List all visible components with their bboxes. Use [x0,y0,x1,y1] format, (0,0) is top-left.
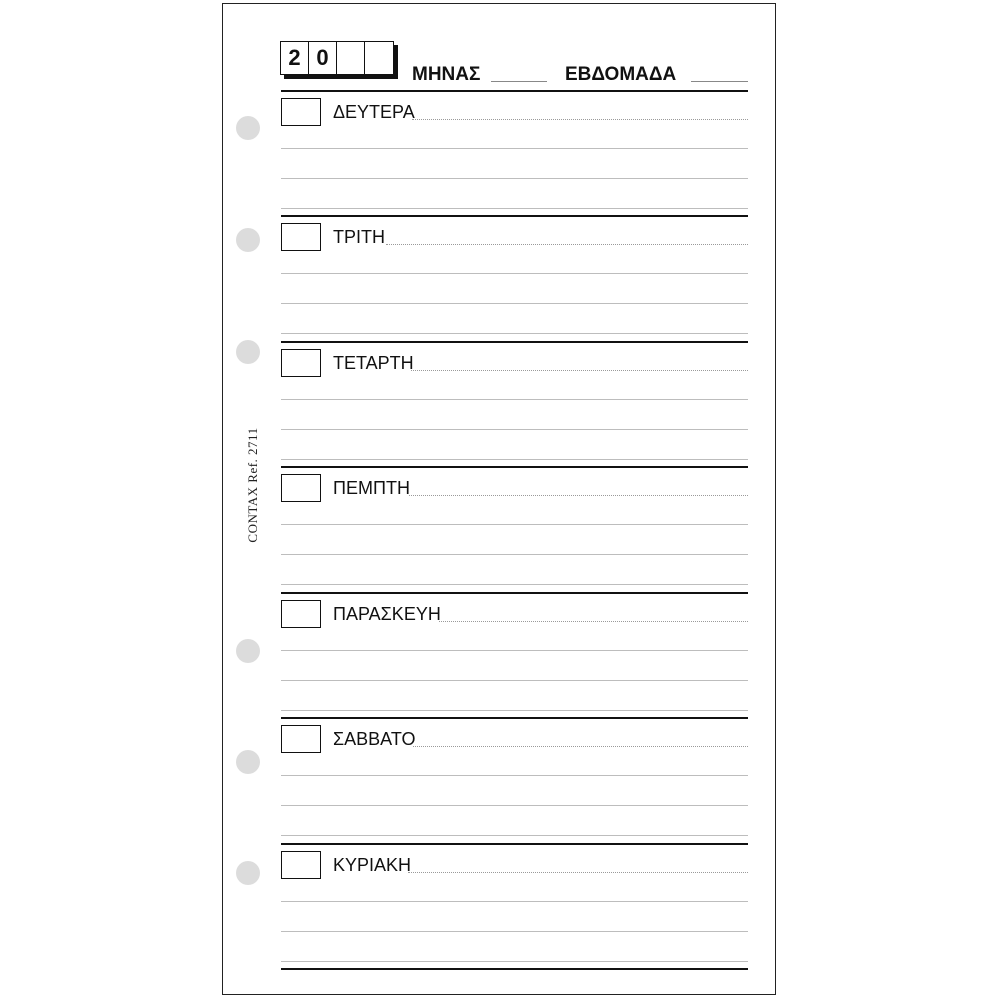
write-line[interactable] [281,710,748,711]
month-write-line[interactable] [491,81,547,82]
month-label: ΜΗΝΑΣ [412,64,481,85]
write-line[interactable] [281,650,748,651]
punch-hole [236,228,260,252]
year-digit-3[interactable] [337,42,365,74]
write-line[interactable] [281,429,748,430]
punch-hole [236,750,260,774]
write-line[interactable] [281,805,748,806]
day-checkbox[interactable] [281,725,321,753]
day-separator [281,341,748,343]
write-line[interactable] [412,119,748,120]
week-label: ΕΒΔΟΜΑΔΑ [565,64,677,85]
punch-hole [236,861,260,885]
year-digit-2: 0 [309,42,337,74]
write-line[interactable] [281,333,748,334]
year-field[interactable] [280,41,394,75]
day-separator [281,466,748,468]
write-line[interactable] [281,835,748,836]
write-line[interactable] [281,459,748,460]
year-digit-1: 2 [281,42,309,74]
day-label-monday: ΔΕΥΤΕΡΑ [333,102,415,122]
day-label-saturday: ΣΑΒΒΑΤΟ [333,729,416,749]
brand-reference: CONTAX Ref. 2711 [245,427,260,543]
write-line[interactable] [281,931,748,932]
day-checkbox[interactable] [281,600,321,628]
write-line[interactable] [281,399,748,400]
day-separator [281,843,748,845]
write-line[interactable] [439,621,748,622]
write-line[interactable] [281,208,748,209]
write-line[interactable] [281,554,748,555]
write-line[interactable] [281,584,748,585]
punch-hole [236,116,260,140]
write-line[interactable] [386,244,748,245]
day-separator [281,592,748,594]
day-checkbox[interactable] [281,223,321,251]
write-line[interactable] [281,303,748,304]
day-label-wednesday: ΤΕΤΑΡΤΗ [333,353,414,373]
bottom-separator [281,968,748,970]
day-label-thursday: ΠΕΜΠΤΗ [333,478,410,498]
day-separator [281,717,748,719]
write-line[interactable] [281,901,748,902]
punch-hole [236,639,260,663]
week-write-line[interactable] [691,81,748,82]
write-line[interactable] [281,273,748,274]
day-checkbox[interactable] [281,98,321,126]
write-line[interactable] [281,775,748,776]
write-line[interactable] [411,370,748,371]
write-line[interactable] [409,495,748,496]
write-line[interactable] [413,746,748,747]
day-label-friday: ΠΑΡΑΣΚΕΥΗ [333,604,441,624]
punch-hole [236,340,260,364]
day-label-tuesday: ΤΡΙΤΗ [333,227,385,247]
year-digit-4[interactable] [365,42,393,74]
write-line[interactable] [408,872,748,873]
write-line[interactable] [281,148,748,149]
day-separator [281,215,748,217]
write-line[interactable] [281,524,748,525]
header-separator [281,90,748,92]
write-line[interactable] [281,178,748,179]
day-label-sunday: ΚΥΡΙΑΚΗ [333,855,412,875]
write-line[interactable] [281,680,748,681]
day-checkbox[interactable] [281,349,321,377]
day-checkbox[interactable] [281,851,321,879]
day-checkbox[interactable] [281,474,321,502]
write-line[interactable] [281,961,748,962]
